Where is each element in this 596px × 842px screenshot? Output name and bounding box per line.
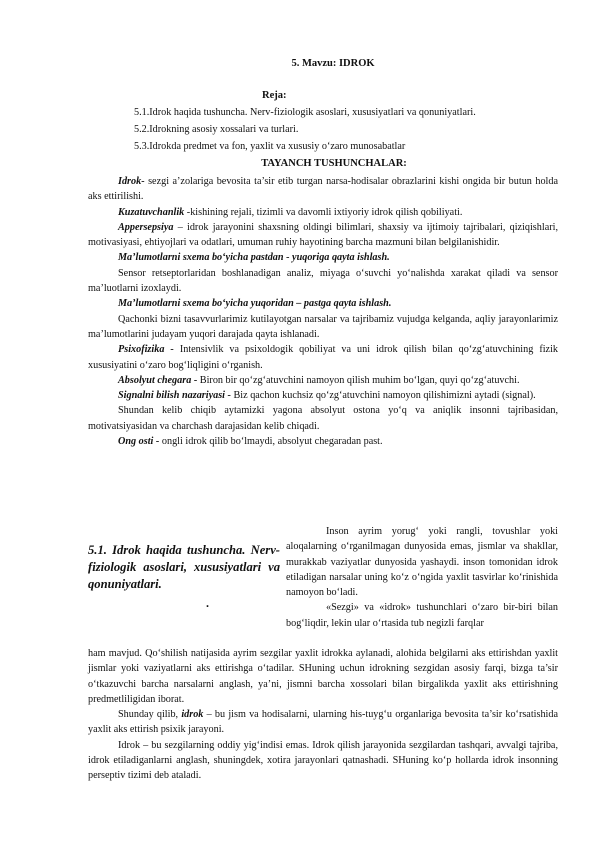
concept-text: Biron bir qo‘zg‘atuvchini namoyon qilish muhim bo‘lgan, quyi qo‘zg‘atuvchi. (197, 374, 520, 386)
concept-paragraph (88, 205, 558, 220)
body-paragraph (88, 738, 558, 784)
concept-text: Shundan kelib chiqib aytamizki yagona absolyut ostona yo‘q va aniqlik insonni tajribasidan, motivatsiyasidan va charchash darajasidan kelib chiqadi. (88, 405, 558, 432)
concept-paragraph (88, 266, 558, 297)
concept-term: Absolyut chegara - (118, 374, 198, 386)
concept-term: Signalni bilish nazariyasi - (118, 390, 231, 402)
body-text: ham mavjud. Qo‘shilish natijasida ayrim sezgilar yaxlit idrokka aylanadi, alohida belgilarni aks ettirishdan yaxlit jismlar yoki vaziyatlarni aks ettirishga o‘tadilar. SHuning uchun idrokning sezgidan asosiy farqi, bizga ta’sir o‘tkazuvchi barcha narsalarni anglash, ya’ni, jismni barcha xossolari bilan birgalikda yaxlit aks ettirishning predmetliligidan iborat. (88, 648, 558, 705)
concept-paragraph (88, 312, 558, 343)
section-intro (286, 524, 558, 631)
concept-text: sezgi a’zolariga bevosita ta’sir etib turgan narsa-hodisalar obrazlarini kishi ongida bir butun holda aks ettirilishi. (88, 176, 558, 203)
concept-text: Qachonki bizni tasavvurlarimiz kutilayotgan narsalar va tajribamiz vujudga kelganda, aqliy jarayonlarimiz ma’lumotlarini judayam yuqori darajada qayta ishlanadi. (88, 313, 558, 340)
section-heading: 5.1. Idrok haqida tushuncha. Nerv-fiziologik asoslari, xususiyatlari va qonuniyatlari. (88, 543, 280, 591)
concept-text: Intensivlik va psixoldogik qobiliyat va uni idrok qilish bilan qo‘zg‘atuvchining fizik xususiyatini o‘zaro bog‘liqligini o‘rganish. (88, 344, 558, 371)
body-paragraph (88, 707, 558, 738)
concept-paragraph (88, 373, 558, 388)
body-paragraph (88, 646, 558, 707)
concept-term: Kuzatuvchanlik (118, 206, 185, 218)
body-text: – bu jism va hodisalarni, ularning his-tuyg‘u organlariga bevosita ta’sir ko‘rsatishida yaxlit aks ettirish psixik jarayoni. (88, 709, 558, 736)
concept-paragraph (88, 403, 558, 434)
body-term: idrok (181, 709, 204, 721)
plan-item: 5.2.Idrokning asosiy xossalari va turlari. (134, 124, 299, 135)
plan-list (134, 104, 476, 155)
plan-item: 5.1.Idrok haqida tushuncha. Nerv-fiziologik asoslari, xususiyatlari va qonuniyatlari. (134, 107, 476, 118)
concept-text: ongli idrok qilib bo‘lmaydi, absolyut chegaradan past. (159, 436, 383, 448)
concept-text: Sensor retseptorlaridan boshlanadigan analiz, miyaga o‘suvchi yo‘nalishda xarakat qiladi va sensor ma’luotlarni izoxlaydi. (88, 267, 558, 295)
concept-paragraph (88, 220, 558, 251)
intro-paragraph: Inson ayrim yorug‘ yoki rangli, tovushlar yoki aloqalarning o‘rganilmagan dunyosida emas, jismlar va shakllar, murakkab vaziyatlar dunyosida yashaydi. inson tomonidan idrok etiladigan narsalar uning ko‘z o‘ngida yaxlit tasvirlar ko‘rinishida namoyon bo‘ladi. (286, 526, 558, 599)
concept-text: – idrok jarayonini shaxsning oldingi bilimlari, shaxsiy va ijtimoiy tajribalari, qiziqishlari, motivasiyasi, ehtiyojlari va odatlari, umuman ruhiy hayotining barcha mazmuni bilan belgilanishidir. (88, 221, 558, 249)
page-title: 5. Mavzu: IDROK (291, 58, 375, 69)
body-text: Shunday qilib, (118, 709, 182, 721)
concept-text: -kishining rejali, tizimli va davomli ixtiyoriy idrok qilish qobiliyati. (184, 206, 463, 218)
concept-term: Psixofizika - (118, 344, 174, 356)
concept-paragraph (88, 388, 558, 403)
plan-label: Reja: (262, 90, 287, 101)
concept-paragraph (88, 296, 558, 311)
concept-term: Ma’lumotlarni sxema bo‘yicha pastdan - yuqoriga qayta ishlash. (118, 252, 390, 264)
body-text: Idrok – bu sezgilarning oddiy yig‘indisi emas. Idrok qilish jarayonida sezgilardan tashqari, avvalgi tajriba, idrok etiladiganlarni anglash, shuningdek, xotira jarayonlari qatnashadi. SHuning ko‘p hollarda idrok insonning perseptiv tizimi deb ataladi. (88, 739, 558, 782)
concept-term: Appersepsiya (118, 221, 174, 233)
section-dot: . (206, 596, 209, 610)
concept-term: Ma’lumotlarni sxema bo‘yicha yuqoridan – pastga qayta ishlash. (118, 298, 392, 310)
concept-paragraph (88, 250, 558, 265)
section-body (88, 646, 558, 784)
concept-term: Idrok- (118, 176, 145, 187)
concepts-body (88, 174, 558, 449)
intro-paragraph: «Sezgi» va «idrok» tushunchlari o‘zaro bir-biri bilan bog‘liqdir, lekin ular o‘rtasida tub negizli farqlar (286, 602, 558, 629)
concept-paragraph (88, 434, 558, 449)
concept-term: Ong osti - (118, 436, 160, 448)
concept-paragraph (88, 342, 558, 373)
concepts-heading: TAYANCH TUSHUNCHALAR: (261, 158, 407, 169)
concept-text: Biz qachon kuchsiz qo‘zg‘atuvchini namoyon qilishimizni aytadi (signal). (230, 390, 536, 402)
plan-item: 5.3.Idrokda predmet va fon, yaxlit va xususiy o‘zaro munosabatlar (134, 141, 406, 152)
concept-paragraph (88, 174, 558, 205)
